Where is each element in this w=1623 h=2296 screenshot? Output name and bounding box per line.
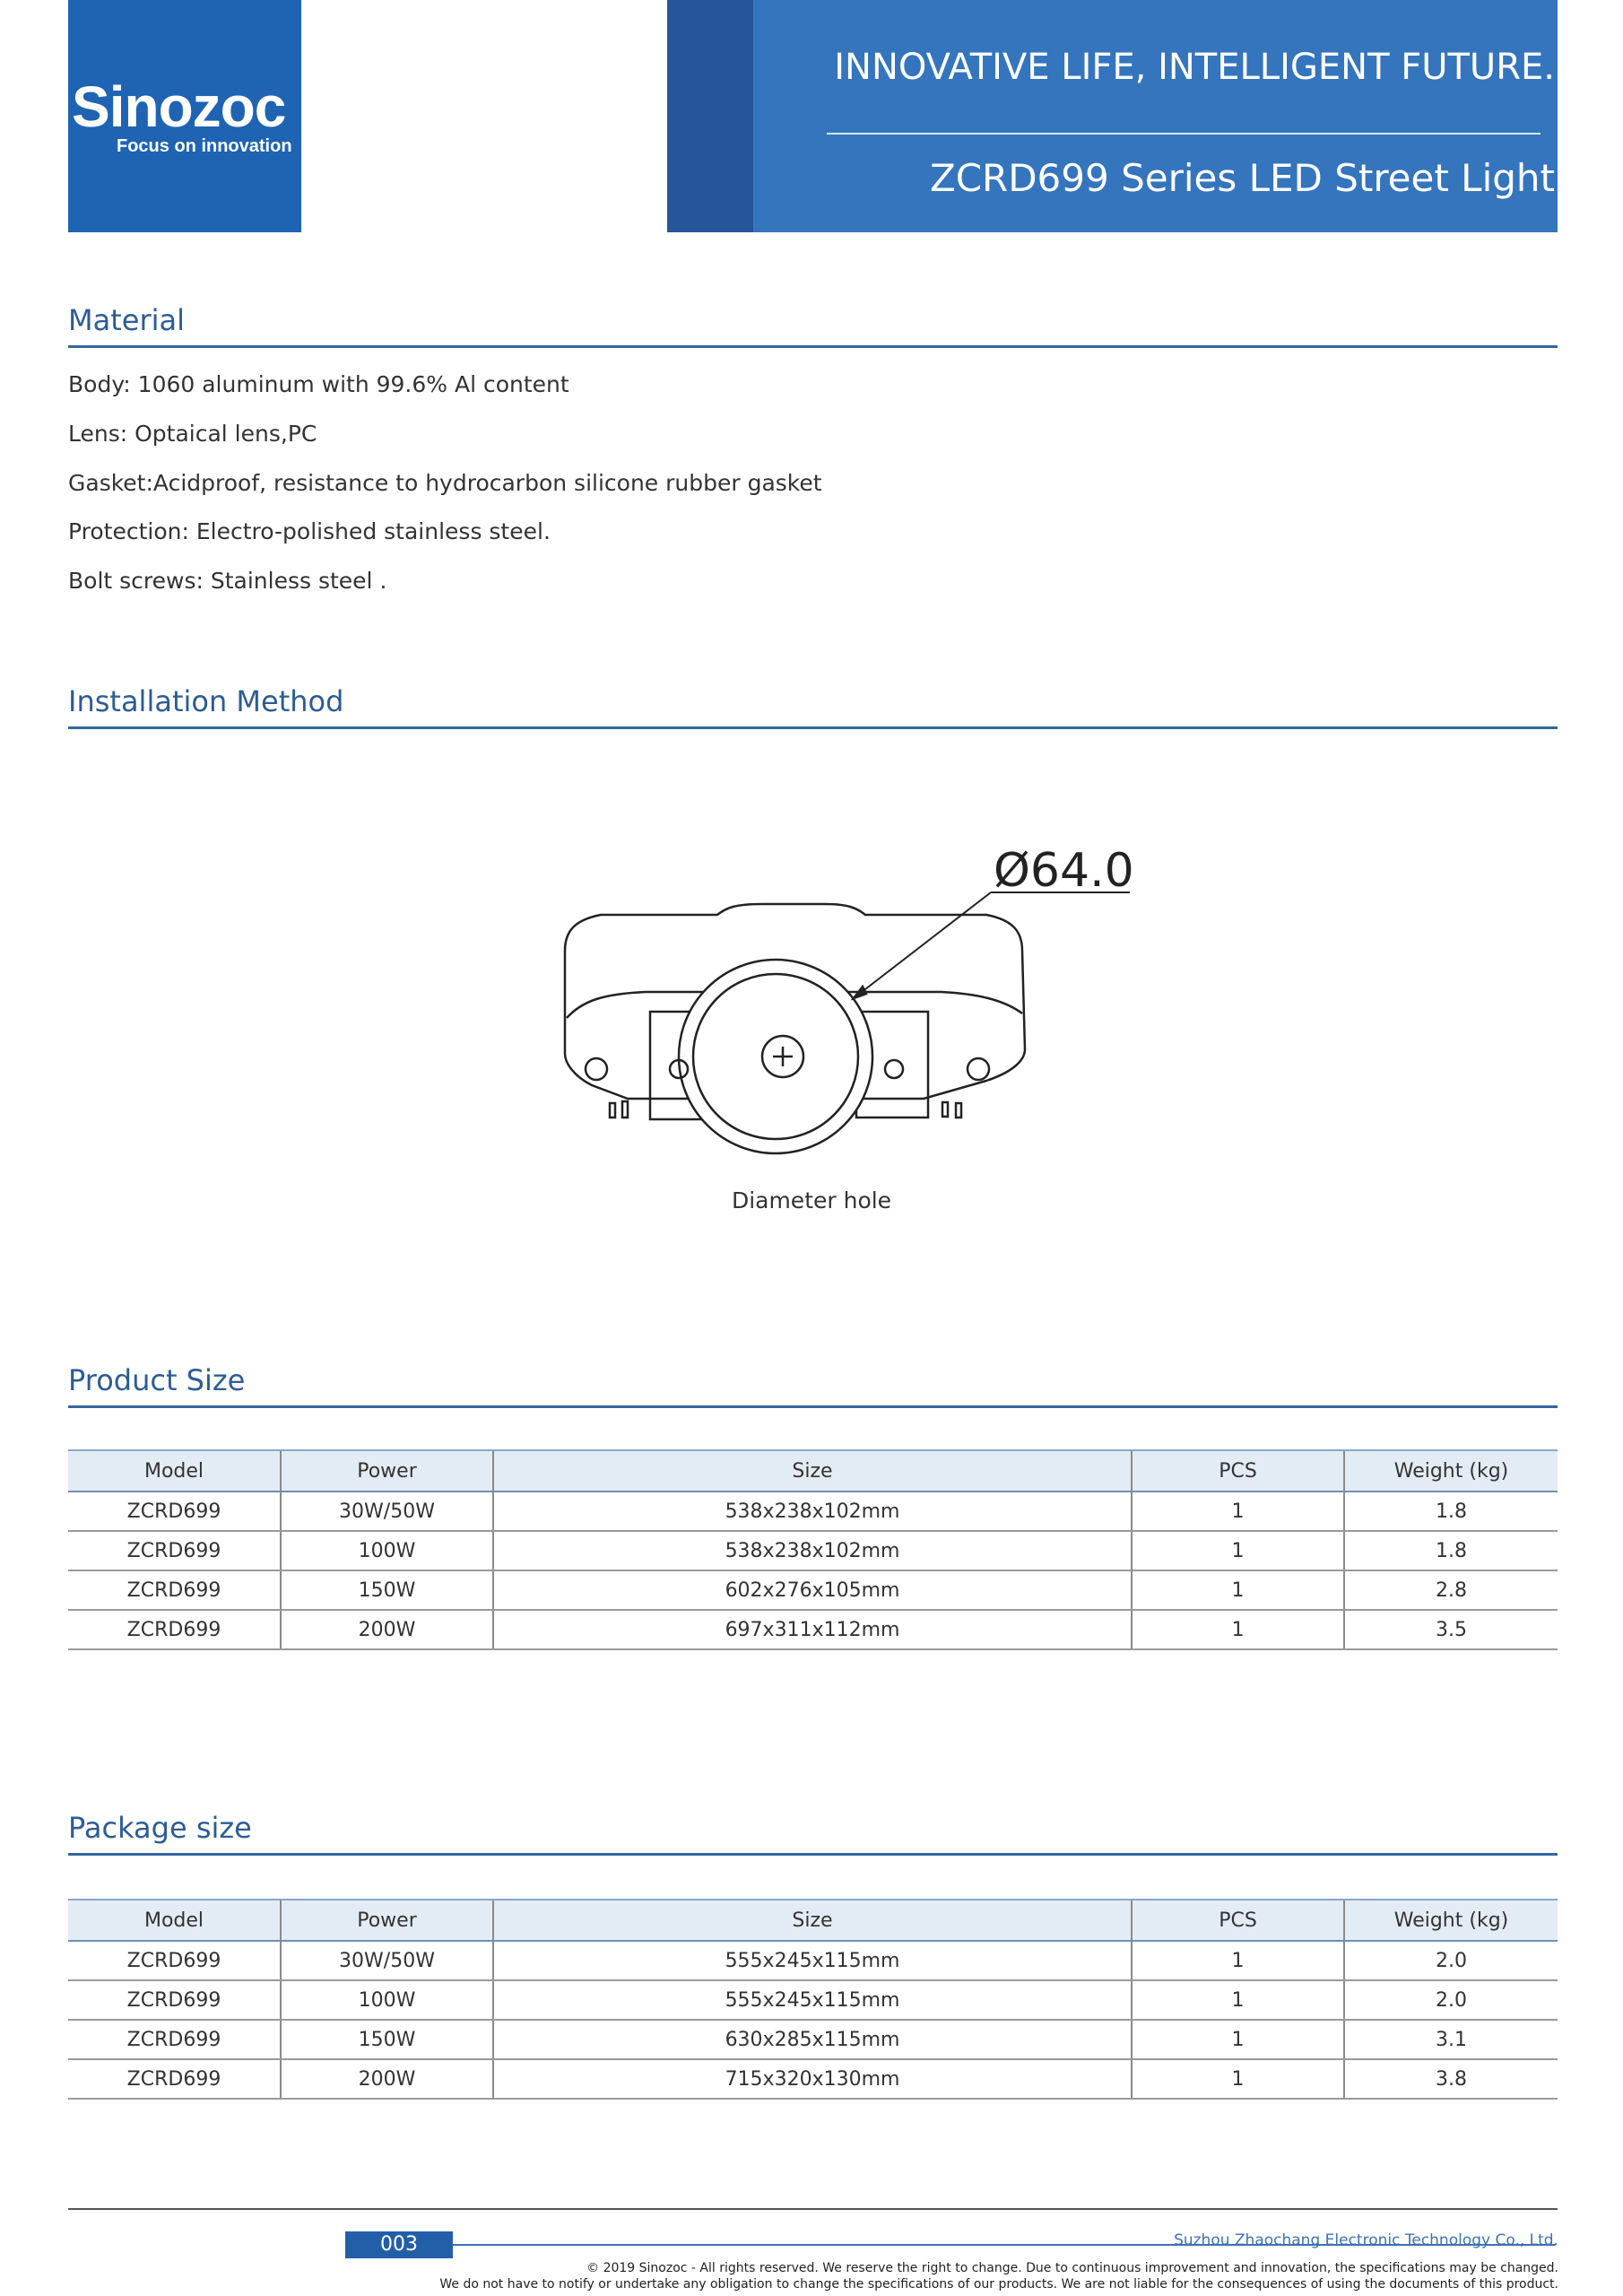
dimension-label: Ø64.0 bbox=[994, 844, 1134, 898]
product-size-title: Product Size bbox=[68, 1363, 246, 1397]
cell-pcs: 1 bbox=[1132, 1980, 1344, 2020]
company-name: Suzhou Zhaochang Electronic Technology Co., Ltd. bbox=[1174, 2231, 1558, 2249]
cell-power: 200W bbox=[281, 2059, 493, 2099]
cell-weight: 3.1 bbox=[1344, 2020, 1558, 2059]
cell-weight: 2.0 bbox=[1344, 1941, 1558, 1980]
cell-pcs: 1 bbox=[1132, 1610, 1344, 1649]
cell-model: ZCRD699 bbox=[68, 1941, 281, 1980]
cell-size: 630x285x115mm bbox=[493, 2020, 1132, 2059]
col-header-model: Model bbox=[68, 1450, 281, 1492]
cell-model: ZCRD699 bbox=[68, 1531, 281, 1570]
brand-logo: Sinozoc bbox=[72, 74, 286, 139]
cell-weight: 3.8 bbox=[1344, 2059, 1558, 2099]
material-line-lens: Lens: Optaical lens,PC bbox=[68, 421, 317, 447]
col-header-pcs: PCS bbox=[1132, 1900, 1344, 1941]
cell-pcs: 1 bbox=[1132, 2020, 1344, 2059]
cell-model: ZCRD699 bbox=[68, 2020, 281, 2059]
table-row bbox=[68, 2059, 1558, 2099]
col-header-size: Size bbox=[493, 1900, 1132, 1941]
installation-rule bbox=[68, 726, 1558, 729]
cell-size: 697x311x112mm bbox=[493, 1610, 1132, 1649]
installation-drawing bbox=[502, 825, 1148, 1175]
cell-pcs: 1 bbox=[1132, 2059, 1344, 2099]
cell-model: ZCRD699 bbox=[68, 1570, 281, 1610]
cell-power: 150W bbox=[281, 2020, 493, 2059]
cell-size: 538x238x102mm bbox=[493, 1492, 1132, 1531]
cell-size: 555x245x115mm bbox=[493, 1941, 1132, 1980]
material-line-protection: Protection: Electro-polished stainless steel. bbox=[68, 518, 551, 544]
cell-weight: 1.8 bbox=[1344, 1492, 1558, 1531]
brand-tagline: Focus on innovation bbox=[117, 136, 292, 156]
material-rule bbox=[68, 345, 1558, 348]
cell-size: 602x276x105mm bbox=[493, 1570, 1132, 1610]
copyright-line-2: We do not have to notify or undertake any obligation to change the specifications of our products. We are not liable for the consequences of using the documents of this product. bbox=[439, 2277, 1558, 2292]
cell-power: 100W bbox=[281, 1980, 493, 2020]
cell-power: 30W/50W bbox=[281, 1941, 493, 1980]
table-row bbox=[68, 1531, 1558, 1570]
cell-pcs: 1 bbox=[1132, 1492, 1344, 1531]
package-size-title: Package size bbox=[68, 1811, 252, 1845]
installation-title: Installation Method bbox=[68, 684, 344, 718]
col-header-model: Model bbox=[68, 1900, 281, 1941]
dimension-leader bbox=[854, 892, 991, 998]
cell-model: ZCRD699 bbox=[68, 2059, 281, 2099]
page-number: 003 bbox=[345, 2231, 453, 2258]
banner-accent bbox=[667, 0, 753, 232]
cell-power: 30W/50W bbox=[281, 1492, 493, 1531]
material-line-body: Body: 1060 aluminum with 99.6% Al content bbox=[68, 371, 569, 397]
col-header-pcs: PCS bbox=[1132, 1450, 1344, 1492]
material-line-gasket: Gasket:Acidproof, resistance to hydrocarbon silicone rubber gasket bbox=[68, 470, 822, 496]
cell-pcs: 1 bbox=[1132, 1570, 1344, 1610]
table-row bbox=[68, 1610, 1558, 1649]
cell-size: 715x320x130mm bbox=[493, 2059, 1132, 2099]
table-row bbox=[68, 1492, 1558, 1531]
cell-weight: 1.8 bbox=[1344, 1531, 1558, 1570]
series-title: ZCRD699 Series LED Street Light bbox=[929, 156, 1555, 200]
table-row bbox=[68, 1941, 1558, 1980]
cell-power: 100W bbox=[281, 1531, 493, 1570]
slogan: INNOVATIVE LIFE, INTELLIGENT FUTURE. bbox=[834, 47, 1555, 88]
cell-power: 200W bbox=[281, 1610, 493, 1649]
product-size-table bbox=[68, 1449, 1558, 1650]
cell-weight: 3.5 bbox=[1344, 1610, 1558, 1649]
cell-pcs: 1 bbox=[1132, 1531, 1344, 1570]
material-title: Material bbox=[68, 303, 185, 337]
cell-size: 538x238x102mm bbox=[493, 1531, 1132, 1570]
cell-power: 150W bbox=[281, 1570, 493, 1610]
copyright-line-1: © 2019 Sinozoc - All rights reserved. We reserve the right to change. Due to continuous improvement and innovation, the specifications may be changed. bbox=[586, 2261, 1558, 2275]
package-size-rule bbox=[68, 1853, 1558, 1856]
material-line-bolts: Bolt screws: Stainless steel . bbox=[68, 568, 387, 594]
table-row bbox=[68, 2020, 1558, 2059]
table-header-row bbox=[68, 1450, 1558, 1492]
cell-model: ZCRD699 bbox=[68, 1610, 281, 1649]
col-header-weight: Weight (kg) bbox=[1344, 1900, 1558, 1941]
package-size-table bbox=[68, 1899, 1558, 2100]
col-header-power: Power bbox=[281, 1450, 493, 1492]
footer-rule bbox=[68, 2208, 1558, 2210]
banner-divider bbox=[827, 133, 1541, 135]
cell-size: 555x245x115mm bbox=[493, 1980, 1132, 2020]
side-hole-left bbox=[586, 1058, 607, 1080]
cell-pcs: 1 bbox=[1132, 1941, 1344, 1980]
table-header-row bbox=[68, 1900, 1558, 1941]
installation-caption: Diameter hole bbox=[731, 1187, 892, 1213]
side-hole-right bbox=[968, 1058, 989, 1080]
col-header-size: Size bbox=[493, 1450, 1132, 1492]
product-size-rule bbox=[68, 1405, 1558, 1408]
cell-model: ZCRD699 bbox=[68, 1492, 281, 1531]
col-header-weight: Weight (kg) bbox=[1344, 1450, 1558, 1492]
cell-model: ZCRD699 bbox=[68, 1980, 281, 2020]
cell-weight: 2.8 bbox=[1344, 1570, 1558, 1610]
table-row bbox=[68, 1570, 1558, 1610]
col-header-power: Power bbox=[281, 1900, 493, 1941]
cell-weight: 2.0 bbox=[1344, 1980, 1558, 2020]
table-row bbox=[68, 1980, 1558, 2020]
